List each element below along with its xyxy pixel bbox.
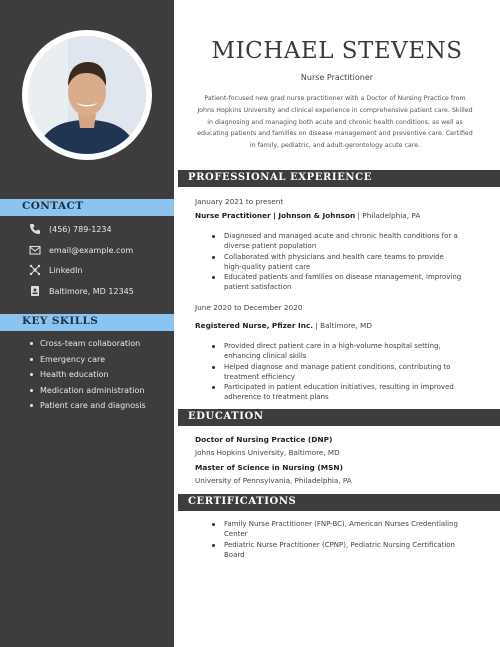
candidate-title: Nurse Practitioner [300,73,374,82]
school-name: University of Pennsylvania, Philadelphia, PA [195,476,352,485]
job-bullet: Collaborated with physicians and health care teams to provide high-quality patient care [212,252,462,273]
degree-title: Master of Science in Nursing (MSN) [195,463,343,472]
job-bullet: Diagnosed and managed acute and chronic health conditions for a diverse patient population [212,231,462,252]
id-card-icon [28,285,41,298]
skill-item: Health education [30,367,146,383]
job-bullet: Educated patients and families on disease management, improving patient satisfaction [212,272,462,293]
contact-heading-band [0,199,174,216]
certifications-heading: CERTIFICATIONS [188,496,297,507]
job-title-strong: Registered Nurse, Pfizer Inc. [195,321,313,330]
skills-heading: KEY SKILLS [22,315,99,327]
network-icon [28,264,41,277]
linkedin-link[interactable]: LinkedIn [49,265,83,275]
job-title [195,211,420,220]
phone-text: (456) 789-1234 [49,224,112,234]
job-location: | Philadelphia, PA [355,211,421,220]
certification-list [212,519,462,560]
school-name: Johns Hopkins University, Baltimore, MD [195,448,340,457]
envelope-icon [28,244,41,257]
email-link[interactable]: email@example.com [49,245,134,255]
job-bullet: Provided direct patient care in a high-volume hospital setting, enhancing clinical skills [212,341,462,362]
skill-item: Patient care and diagnosis [30,398,146,414]
contact-linkedin[interactable] [28,263,83,277]
skill-item: Cross-team collaboration [30,336,146,352]
education-heading-band [178,409,500,426]
skills-list [30,336,146,414]
job-title [195,321,372,330]
contact-email[interactable] [28,243,133,257]
phone-icon [28,223,41,236]
education-heading: EDUCATION [188,411,264,422]
job-dates: January 2021 to present [195,197,284,206]
experience-heading-band [178,170,500,187]
job-title-strong: Nurse Practitioner | Johnson & Johnson [195,211,356,220]
avatar [28,36,146,154]
job-dates: June 2020 to December 2020 [195,303,303,312]
certification-item: Pediatric Nurse Practitioner (CPNP), Pediatric Nursing Certification Board [212,540,462,561]
certifications-heading-band [178,494,500,511]
job-location: | Baltimore, MD [313,321,372,330]
job-bullet: Helped diagnose and manage patient conditions, contributing to treatment efficiency [212,362,462,383]
summary-text: Patient-focused new grad nurse practitioner with a Doctor of Nursing Practice from Johns Hopkins University and clinical experience in comprehensive patient care. Skilled in diagnosing and managing both acute and chronic health conditions, as well as educating patients and families on disease management and preventive care. Certified in family, pediatric, and adult-gerontology acute care. [197,95,473,150]
contact-location [28,284,134,298]
experience-heading: PROFESSIONAL EXPERIENCE [188,172,372,183]
job-bullets [212,341,462,403]
certification-item: Family Nurse Practitioner (FNP-BC), American Nurses Credentialing Center [212,519,462,540]
location-text: Baltimore, MD 12345 [49,286,134,296]
skill-item: Emergency care [30,352,146,368]
job-bullet: Participated in patient education initiatives, resulting in improved adherence to treatment plans [212,382,462,403]
contact-phone [28,222,112,236]
skills-heading-band [0,314,174,331]
candidate-name: MICHAEL STEVENS [211,38,463,64]
job-bullets [212,231,462,293]
degree-title: Doctor of Nursing Practice (DNP) [195,435,333,444]
skill-item: Medication administration [30,383,146,399]
contact-heading: CONTACT [22,200,84,212]
